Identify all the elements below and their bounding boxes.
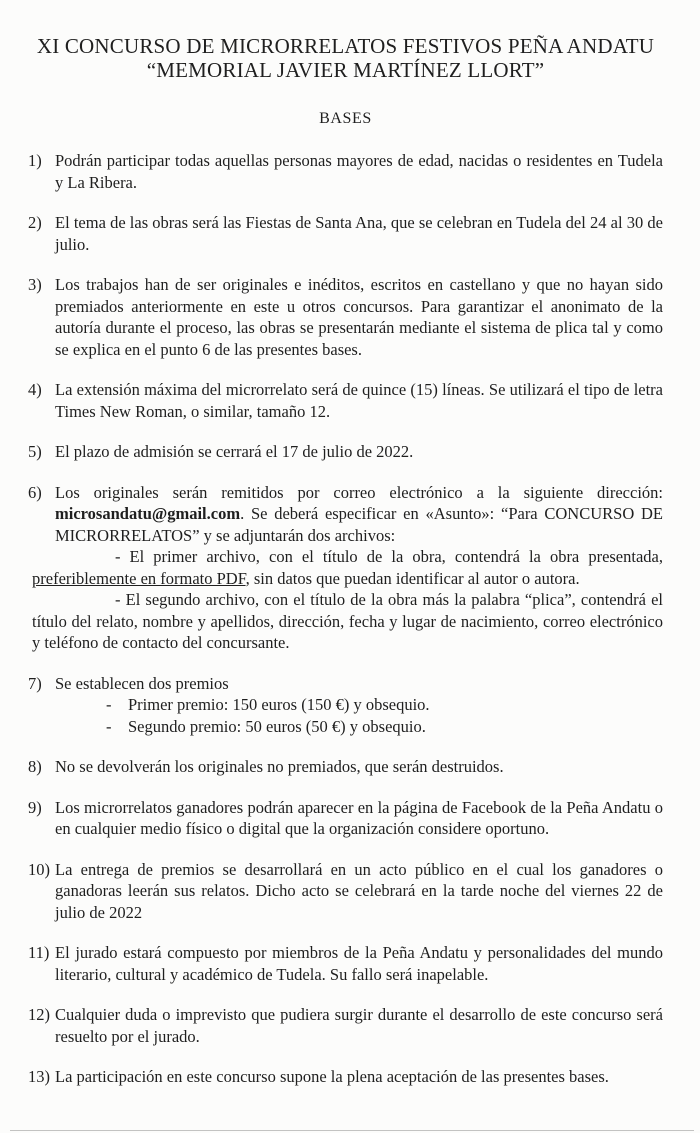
item-number: 4)	[28, 380, 42, 399]
item-number: 5)	[28, 442, 42, 461]
rule-text-intro-post: . Se deberá especificar en «Asunto»: “Para CONCURSO DE MICRORRELATOS” y se adjuntarán dos archivos:	[55, 504, 663, 545]
pdf-format-underlined-phrase: preferiblemente en formato PDF	[32, 568, 246, 588]
rule-item-12	[28, 1004, 663, 1047]
item-number: 6)	[28, 482, 42, 502]
contest-title	[28, 34, 663, 82]
item-number: 7)	[28, 673, 42, 693]
rule-text: La entrega de premios se desarrollará en un acto público en el cual los ganadores o ganadoras leerán sus relatos. Dicho acto se celebrará en la tarde noche del viernes 22 de julio de 2022	[55, 859, 663, 922]
rule-text: La participación en este concurso supone la plena aceptación de las presentes bases.	[55, 1067, 609, 1086]
prize-text: Segundo premio: 50 euros (50 €) y obsequio.	[128, 716, 426, 736]
rule-item-10	[28, 859, 663, 924]
second-file-paragraph: - El segundo archivo, con el título de la obra más la palabra “plica”, contendrá el título del relato, nombre y apellidos, dirección, fecha y lugar de nacimiento, correo electrónico y teléfono de contacto del concursante.	[32, 590, 663, 652]
rule-item-6	[28, 482, 663, 654]
rule-text: Cualquier duda o imprevisto que pudiera surgir durante el desarrollo de este concurso será resuelto por el jurado.	[55, 1005, 663, 1046]
rule-text-intro: Los originales serán remitidos por correo electrónico a la siguiente dirección:	[55, 482, 663, 502]
first-file-text-post: , sin datos que puedan identificar al autor o autora.	[245, 568, 580, 588]
rule-text: La extensión máxima del microrrelato será de quince (15) líneas. Se utilizará el tipo de letra Times New Roman, o similar, tamaño 12.	[55, 380, 663, 421]
rule-item-13	[28, 1066, 663, 1088]
rule-item-4	[28, 379, 663, 422]
prize-text: Primer premio: 150 euros (150 €) y obsequio.	[128, 695, 430, 714]
rule-text: Podrán participar todas aquellas personas mayores de edad, nacidas o residentes en Tudela y La Ribera.	[55, 151, 663, 192]
item-number: 13)	[28, 1067, 50, 1086]
rules-list	[28, 150, 663, 1088]
item-number: 2)	[28, 213, 42, 232]
rule-text: El plazo de admisión se cerrará el 17 de julio de 2022.	[55, 442, 414, 461]
rule-item-9	[28, 797, 663, 840]
rule-text: Se establecen dos premios	[55, 673, 229, 693]
prize-item-second	[106, 716, 663, 738]
rule-text	[55, 482, 663, 547]
item-number: 12)	[28, 1005, 50, 1024]
rule-text: Los microrrelatos ganadores podrán aparecer en la página de Facebook de la Peña Andatu o en cualquier medio físico o digital que la organización considere oportuno.	[55, 797, 663, 838]
item-number: 8)	[28, 757, 42, 776]
rule-text: El tema de las obras será las Fiestas de Santa Ana, que se celebran en Tudela del 24 al 30 de julio.	[55, 213, 663, 254]
section-heading-bases: BASES	[319, 110, 372, 127]
item-number: 11)	[28, 943, 50, 962]
rule-item-1	[28, 150, 663, 193]
email-address: microsandatu@gmail.com	[55, 504, 241, 523]
item-number: 1)	[28, 151, 42, 170]
item-number: 9)	[28, 797, 42, 817]
rule-item-8	[28, 756, 663, 778]
rule-item-11	[28, 942, 663, 985]
dash-bullet: -	[106, 716, 112, 736]
item-number: 3)	[28, 275, 42, 294]
first-file-text: - El primer archivo, con el título de la obra, contendrá la obra presentada,	[115, 547, 663, 566]
prize-item-first	[106, 694, 663, 716]
rule-item-7	[28, 673, 663, 738]
rule-text: No se devolverán los originales no premiados, que serán destruidos.	[55, 757, 504, 776]
dash-bullet: -	[106, 695, 112, 714]
contest-title-line1: XI CONCURSO DE MICRORRELATOS FESTIVOS PEÑA ANDATU	[36, 34, 655, 58]
rule-item-5	[28, 441, 663, 463]
first-file-paragraph	[32, 546, 663, 589]
prize-list	[106, 694, 663, 737]
rule-text: El jurado estará compuesto por miembros de la Peña Andatu y personalidades del mundo literario, cultural y académico de Tudela. Su fallo será inapelable.	[55, 943, 663, 984]
rule-item-3	[28, 274, 663, 360]
item-number: 10)	[28, 859, 50, 879]
contest-title-line2: “MEMORIAL JAVIER MARTÍNEZ LLORT”	[146, 58, 545, 82]
rule-text: Los trabajos han de ser originales e inéditos, escritos en castellano y que no hayan sido premiados anteriormente en este u otros concursos. Para garantizar el anonimato de la autoría durante el proceso, las obras se presentarán mediante el sistema de plica tal y como se explica en el punto 6 de las presentes bases.	[55, 275, 663, 359]
rule-item-2	[28, 212, 663, 255]
